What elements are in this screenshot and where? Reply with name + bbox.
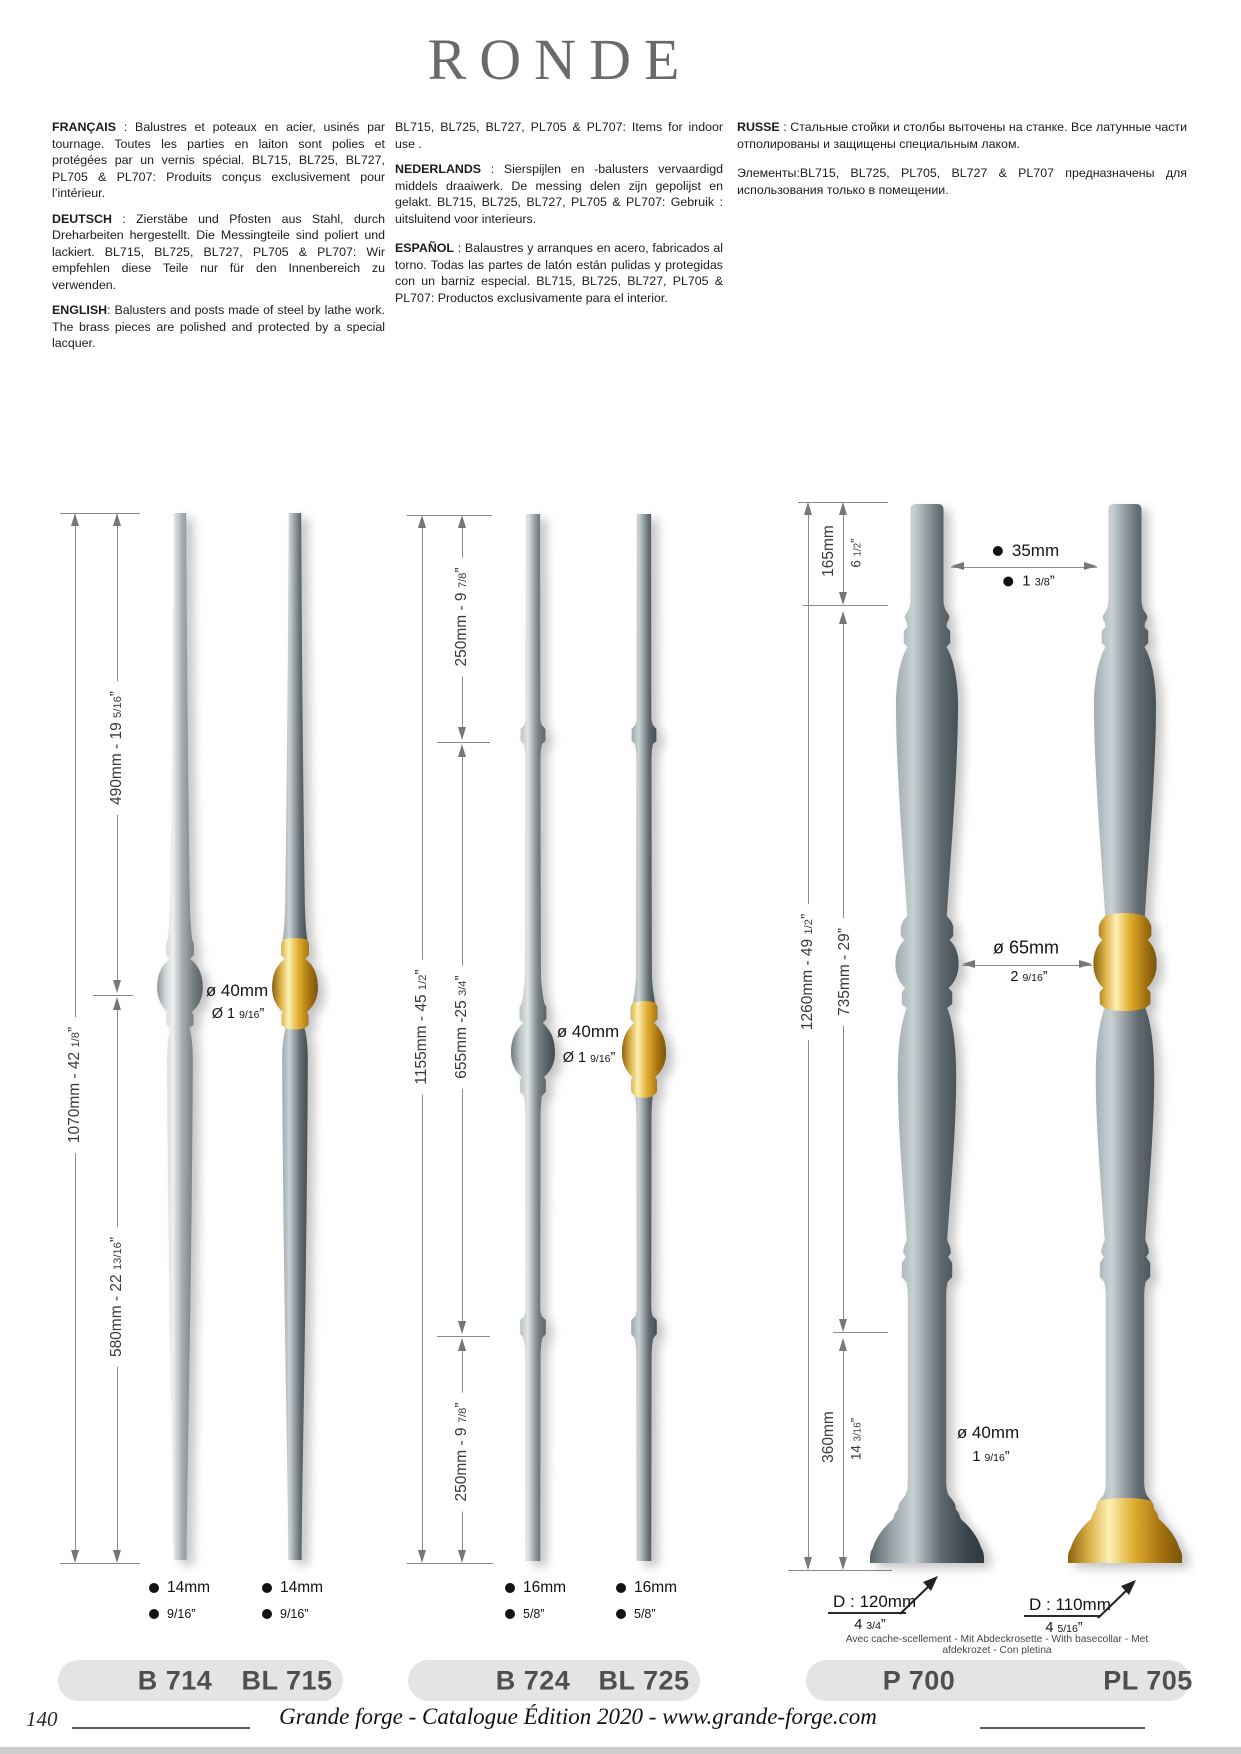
dimension-tick	[407, 1563, 493, 1564]
shaft-size-row	[616, 1575, 677, 1601]
arrowhead-icon	[113, 513, 121, 526]
brass-collar	[272, 938, 318, 1029]
lang-text-russian-2: Элементы:BL715, BL725, PL705, BL727 & PL707 предназначены для использования только в помещении.	[737, 166, 1187, 197]
head-in-value: 1 3/8”	[1022, 572, 1055, 590]
shaft-in: 5/8”	[523, 1607, 545, 1621]
dim-label-top-g1: 490mm - 19 5/16”	[108, 681, 126, 815]
product-bar-3	[806, 1660, 1193, 1701]
arrowhead-icon	[1079, 960, 1092, 968]
baluster-bl715-illustration	[265, 510, 325, 1563]
shaft-size-row	[505, 1601, 566, 1627]
circle-bullet-icon	[1003, 576, 1013, 586]
dimension-line	[962, 965, 1092, 966]
basecollar-note: Avec cache-scellement - Mit Abdeckrosette - With basecollar - Met afdekrozet - Con pletina	[845, 1634, 1149, 1656]
collar-diameter-in-g2: Ø 1 9/16”	[562, 1050, 616, 1066]
base-diameter-p700-in: 4 3/4”	[854, 1617, 886, 1633]
intro-column-1	[52, 119, 385, 361]
arrowhead-icon	[951, 562, 964, 570]
post-p700-illustration	[862, 502, 992, 1565]
arrowhead-icon	[458, 727, 466, 740]
dim-label-middle-g2: 655mm -25 3/4”	[453, 965, 471, 1088]
paragraph-dutch	[395, 161, 723, 227]
circle-bullet-icon	[616, 1609, 626, 1619]
shaft-size-b724	[505, 1575, 566, 1627]
paragraph-spanish	[395, 240, 723, 306]
base-diameter-pl705: D : 110mm	[1029, 1595, 1111, 1614]
brass-collar	[622, 1001, 666, 1098]
dim-label-total-g3: 1260mm - 49 1/2”	[799, 904, 817, 1040]
arrowhead-icon	[1084, 562, 1097, 570]
arrowhead-icon	[458, 1321, 466, 1334]
paragraph-russian-2	[737, 165, 1187, 198]
lang-label-russian: RUSSE	[737, 120, 780, 134]
brass-base	[1068, 1498, 1182, 1563]
baluster-b714-illustration	[150, 510, 210, 1563]
lang-text-english: : Balusters and posts made of steel by lathe work. The brass pieces are polished and protected by a special lacquer.	[52, 303, 385, 350]
shaft-size-row	[149, 1601, 210, 1627]
head-diameter-in	[1003, 573, 1055, 590]
product-name-p700: P 700	[882, 1665, 956, 1695]
dim-label-total-g2: 1155mm - 45 1/2”	[413, 959, 431, 1094]
footer-text: Grande forge - Catalogue Édition 2020 - www.grande-forge.com	[279, 1704, 877, 1729]
lang-text-spanish: : Balaustres y arranques en acero, fabricados al torno. Todas las partes de latón están pulidas y protegidas con un barniz especial. BL715, BL725, BL727, PL705 & PL707: Productos exclusivamente para el interior.	[395, 241, 723, 305]
arrowhead-icon	[458, 1550, 466, 1563]
arrowhead-icon	[418, 515, 426, 528]
arrowhead-icon	[839, 1338, 847, 1351]
shaft-size-row	[149, 1575, 210, 1601]
collar-diameter-mm-g2: ø 40mm	[556, 1022, 620, 1041]
collar-diameter-in-g1: Ø 1 9/16”	[211, 1006, 265, 1022]
footer-rule-right	[980, 1727, 1145, 1729]
dim-label-bottom-g1: 580mm - 22 13/16”	[108, 1227, 126, 1367]
shaft-mm: 16mm	[523, 1579, 567, 1596]
lang-text-english-cont: BL715, BL725, BL727, PL705 & PL707: Items for indoor use .	[395, 120, 723, 151]
dim-label-bottom-g2: 250mm - 9 7/8”	[453, 1392, 471, 1511]
base-diameter-pl705-in: 4 5/16”	[1045, 1620, 1083, 1636]
dim-label-top-g2: 250mm - 9 7/8”	[453, 557, 471, 676]
circle-bullet-icon	[149, 1609, 159, 1619]
shaft-mm: 14mm	[167, 1579, 211, 1596]
arrowhead-icon	[458, 1338, 466, 1351]
product-bar-1	[58, 1660, 343, 1701]
dimension-tick	[788, 1570, 892, 1571]
arrowhead-icon	[418, 1550, 426, 1563]
lang-label-spanish: ESPAÑOL	[395, 241, 454, 255]
page-bottom-edge	[0, 1747, 1241, 1754]
dimension-tick	[437, 1336, 490, 1337]
arrowhead-icon	[839, 502, 847, 515]
collar-diameter-mm-g1: ø 40mm	[205, 981, 269, 1000]
shaft-in: 5/8”	[634, 1607, 656, 1621]
arrowhead-icon	[839, 1557, 847, 1570]
dim-label-bottom-mm-g3: 360mm	[820, 1411, 837, 1463]
knob-diameter-mm: ø 65mm	[992, 937, 1060, 958]
arrowhead-icon	[113, 1550, 121, 1563]
dimension-line	[951, 567, 1097, 568]
product-name-b714: B 714	[137, 1665, 213, 1695]
arrowhead-icon	[71, 1550, 79, 1563]
post-pl705-illustration	[1060, 502, 1190, 1565]
shaft-mm: 16mm	[634, 1579, 678, 1596]
lang-text-french: : Balustres et poteaux en acier, usinés par tournage. Toutes les parties en laiton sont polies et protégées par un vernis spécial. BL715, BL725, BL727, PL705 & PL707: Produits conçus exclusivement pour l’intérieur.	[52, 120, 385, 200]
lower-shaft-in: 1 9/16”	[972, 1449, 1010, 1465]
circle-bullet-icon	[993, 546, 1003, 556]
paragraph-english-cont	[395, 119, 723, 152]
lang-label-english: ENGLISH	[52, 303, 108, 317]
circle-bullet-icon	[505, 1609, 515, 1619]
dimension-line	[843, 1350, 844, 1568]
brass-collar	[1093, 913, 1156, 1011]
dimension-tick	[60, 1563, 140, 1564]
arrowhead-icon	[458, 515, 466, 528]
circle-bullet-icon	[616, 1583, 626, 1593]
lang-label-dutch: NEDERLANDS	[395, 162, 482, 176]
shaft-size-row	[262, 1575, 323, 1601]
product-name-b724: B 724	[495, 1665, 571, 1695]
page-number: 140	[26, 1707, 58, 1731]
lang-text-russian: : Стальные стойки и столбы выточены на станке. Все латунные части отполированы и защищены специальным лаком.	[737, 120, 1187, 151]
baluster-bl725-illustration	[614, 512, 674, 1563]
dim-label-total-g1: 1070mm - 42 1/8”	[66, 1017, 84, 1153]
dim-label-bottom-in-g3: 14 3/16”	[848, 1417, 864, 1461]
shaft-in: 9/16”	[280, 1607, 309, 1621]
page-title: RONDE	[427, 27, 693, 92]
arrowhead-icon	[113, 997, 121, 1010]
pointer-arrow-icon	[1094, 1574, 1142, 1622]
paragraph-french	[52, 119, 385, 202]
shaft-size-row	[505, 1575, 566, 1601]
underline	[1024, 1615, 1100, 1617]
shaft-in: 9/16”	[167, 1607, 196, 1621]
circle-bullet-icon	[262, 1609, 272, 1619]
dimension-line	[843, 506, 844, 592]
product-name-bl725: BL 725	[598, 1665, 690, 1695]
pointer-arrow-icon	[896, 1570, 944, 1618]
shaft-mm: 14mm	[280, 1579, 324, 1596]
baluster-b724-illustration	[503, 512, 563, 1563]
shaft-size-row	[616, 1601, 677, 1627]
arrowhead-icon	[458, 744, 466, 757]
lang-label-german: DEUTSCH	[52, 211, 112, 226]
intro-column-3	[737, 119, 1187, 207]
intro-column-2	[395, 119, 723, 315]
dim-label-top-mm-g3: 165mm	[820, 525, 837, 577]
shaft-size-b714	[149, 1575, 210, 1627]
product-name-bl715: BL 715	[241, 1665, 333, 1695]
shaft-size-bl715	[262, 1575, 323, 1627]
dimension-tick	[93, 995, 133, 996]
arrowhead-icon	[113, 980, 121, 993]
underline	[828, 1612, 906, 1614]
arrowhead-icon	[804, 502, 812, 515]
circle-bullet-icon	[505, 1583, 515, 1593]
head-diameter-mm	[993, 541, 1059, 561]
dim-label-top-in-g3: 6 1/2”	[848, 538, 864, 568]
lang-text-dutch: : Sierspijlen en -balusters vervaardigd middels draaiwerk. De messing delen zijn gepolijst en gelakt. BL715, BL725, BL727, PL705 & PL707: Gebruik : uitsluitend voor interieurs.	[395, 162, 723, 226]
knob-diameter-in: 2 9/16”	[1010, 969, 1048, 985]
circle-bullet-icon	[262, 1583, 272, 1593]
arrowhead-icon	[804, 1557, 812, 1570]
paragraph-german	[52, 211, 385, 294]
arrowhead-icon	[839, 611, 847, 624]
paragraph-russian	[737, 119, 1187, 152]
arrowhead-icon	[839, 592, 847, 605]
lower-shaft-mm: ø 40mm	[956, 1423, 1020, 1442]
arrowhead-icon	[839, 1319, 847, 1332]
shaft-size-row	[262, 1601, 323, 1627]
arrowhead-icon	[71, 513, 79, 526]
shaft-size-bl725	[616, 1575, 677, 1627]
head-mm-value: 35mm	[1011, 541, 1060, 560]
paragraph-english	[52, 302, 385, 352]
product-bar-2	[408, 1660, 700, 1701]
arrowhead-icon	[962, 960, 975, 968]
dim-label-middle-g3: 735mm - 29”	[836, 918, 854, 1026]
lang-text-german: : Zierstäbe und Pfosten aus Stahl, durch Dreharbeiten hergestellt. Die Messingteile sind poliert und lackiert. BL715, BL725, BL727, PL705 & PL707: Wir empfehlen diese Teile nur für den Innenbereich zu verwenden.	[52, 211, 385, 292]
product-name-pl705: PL 705	[1103, 1665, 1193, 1695]
circle-bullet-icon	[149, 1583, 159, 1593]
base-diameter-p700: D : 120mm	[833, 1592, 917, 1611]
lang-label-french: FRANÇAIS	[52, 120, 117, 134]
dimension-tick	[437, 742, 490, 743]
